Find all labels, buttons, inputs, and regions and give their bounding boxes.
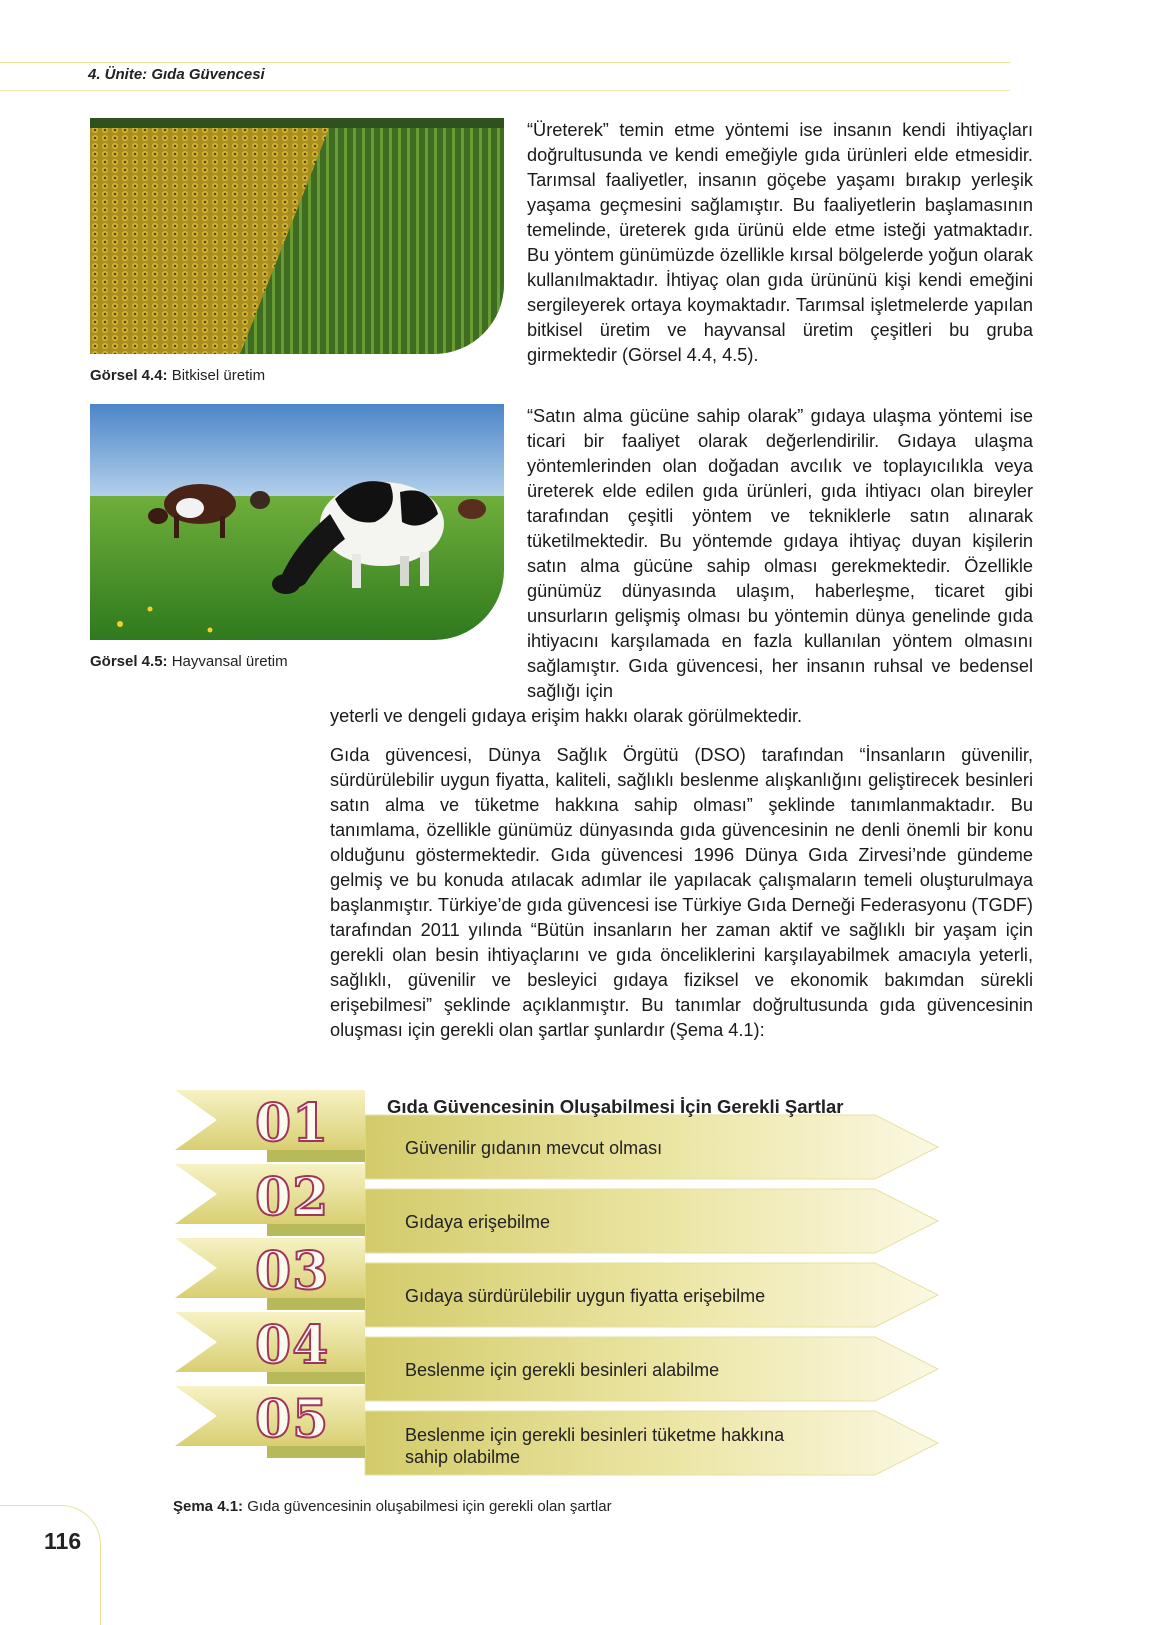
condition-number: 03 — [255, 1241, 330, 1302]
condition-number: 02 — [255, 1167, 330, 1228]
grazing-cows-photo — [90, 404, 504, 640]
condition-label: Gıdaya sürdürülebilir uygun fiyatta erişebilme — [405, 1286, 766, 1306]
condition-number: 05 — [255, 1389, 330, 1450]
figure-label: Görsel 4.4: — [90, 367, 168, 384]
unit-title: 4. Ünite: Gıda Güvencesi — [88, 66, 265, 83]
paragraph-uretrek: “Üreterek” temin etme yöntemi ise insanın kendi ihtiyaçları doğrultusunda ve kendi emeğiyle gıda ürünleri elde etmesidir. Tarımsal faaliyetler, insanın göçebe yaşamı bırakıp yerleşik yaşama geçmesini sağlamıştır. Bu faaliyetlerin başlamasının temelinde, üreterek gıda ürünü elde etme isteği yatmaktadır. Bu yöntem günümüzde özellikle kırsal bölgelerde yoğun olarak kullanılmaktadır. İhtiyaç olan gıda ürününü kişi kendi emeğini sergileyerek ortaya koymaktadır. Tarımsal işletmelerde yapılan bitkisel üretim ve hayvansal üretim çeşitleri bu gruba girmektedir (Görsel 4.4, 4.5). — [527, 120, 1033, 365]
scheme-title: Gıda Güvencesinin Oluşabilmesi İçin Gerekli Şartlar — [387, 1096, 844, 1117]
condition-number: 01 — [255, 1093, 330, 1154]
paragraph-satin-alma: “Satın alma gücüne sahip olarak” gıdaya ulaşma yöntemi ise ticari bir faaliyet olarak değerlendirilir. Gıdaya ulaşma yöntemlerinden olan doğadan avcılık ve toplayıcılıkla veya üreterek elde edilen gıda ürünleri, gıda ihtiyacı olan bireyler tarafından çeşitli yöntem ve tekniklerle satın alınarak tüketilmektedir. Bu yöntemde gıdaya ihtiyaç duyan kişilerin satın alma gücüne sahip olması gerekmektedir. Özellikle günümüz dünyasında ulaşım, haberleşme, ticaret gibi unsurların gelişmiş olması bu yöntemin dünya genelinde gıda ihtiyacını karşılamada en fazla kullanılan yöntem olmasını sağlamıştır. Gıda güvencesi, her insanın ruhsal ve bedensel sağlığı için — [527, 406, 1033, 701]
condition-label: Beslenme için gerekli besinleri alabilme — [405, 1360, 720, 1380]
figure-caption-text: Bitkisel üretim — [167, 367, 266, 384]
scheme-caption — [173, 1498, 612, 1515]
condition-label: Gıdaya erişebilme — [405, 1212, 551, 1232]
header-rule-bottom — [0, 90, 1010, 91]
condition-label: Beslenme için gerekli besinleri tüketme hakkına sahip olabilme — [405, 1425, 785, 1467]
page-corner-decoration — [0, 1505, 101, 1625]
figure-caption-4-4 — [90, 367, 265, 384]
scheme-caption-text: Gıda güvencesinin oluşabilmesi için gerekli olan şartlar — [243, 1498, 612, 1515]
paragraph-satin-alma-tail: yeterli ve dengeli gıdaya erişim hakkı olarak görülmektedir. — [330, 706, 803, 726]
condition-number: 04 — [255, 1315, 330, 1376]
condition-label: Güvenilir gıdanın mevcut olması — [405, 1138, 663, 1158]
paragraph-gida-guvencesi: Gıda güvencesi, Dünya Sağlık Örgütü (DSO) tarafından “İnsanların güvenilir, sürdürülebilir uygun fiyatta, kaliteli, sağlıklı beslenme alışkanlığını geliştirecek besinleri satın alma ve tüketme hakkına sahip olması” şeklinde tanımlanmaktadır. Bu tanımlama, özellikle günümüz dünyasında gıda güvencesinin ne denli önemli bir konu olduğunu göstermektedir. Gıda güvencesi 1996 Dünya Gıda Zirvesi’nde gündeme gelmiş ve bu konuda atılacak adımlar ile yapılacak çalışmaların temeli oluşturulmaya başlanmıştır. Türkiye’de gıda güvencesi ise Türkiye Gıda Derneği Federasyonu (TGDF) tarafından 2011 yılında “Bütün insanların her zaman aktif ve sağlıklı bir yaşam için gerekli olan besin ihtiyaçlarını ve gıda önceliklerini karşılayabilmek amacıyla yeterli, sağlıklı, güvenilir ve besleyici gıdaya fiziksel ve ekonomik bakımdan sürekli erişebilmesi” şeklinde açıklanmıştır. Bu tanımlar doğrultusunda gıda güvencesinin oluşması için gerekli olan şartlar şunlardır (Şema 4.1): — [330, 745, 1033, 1040]
figure-caption-text: Hayvansal üretim — [167, 653, 288, 670]
figure-caption-4-5 — [90, 653, 288, 670]
header-rule — [0, 62, 1010, 63]
page-number: 116 — [44, 1528, 82, 1554]
scheme-caption-label: Şema 4.1: — [173, 1498, 244, 1515]
sunflower-field-photo — [90, 118, 504, 354]
figure-label: Görsel 4.5: — [90, 653, 168, 670]
